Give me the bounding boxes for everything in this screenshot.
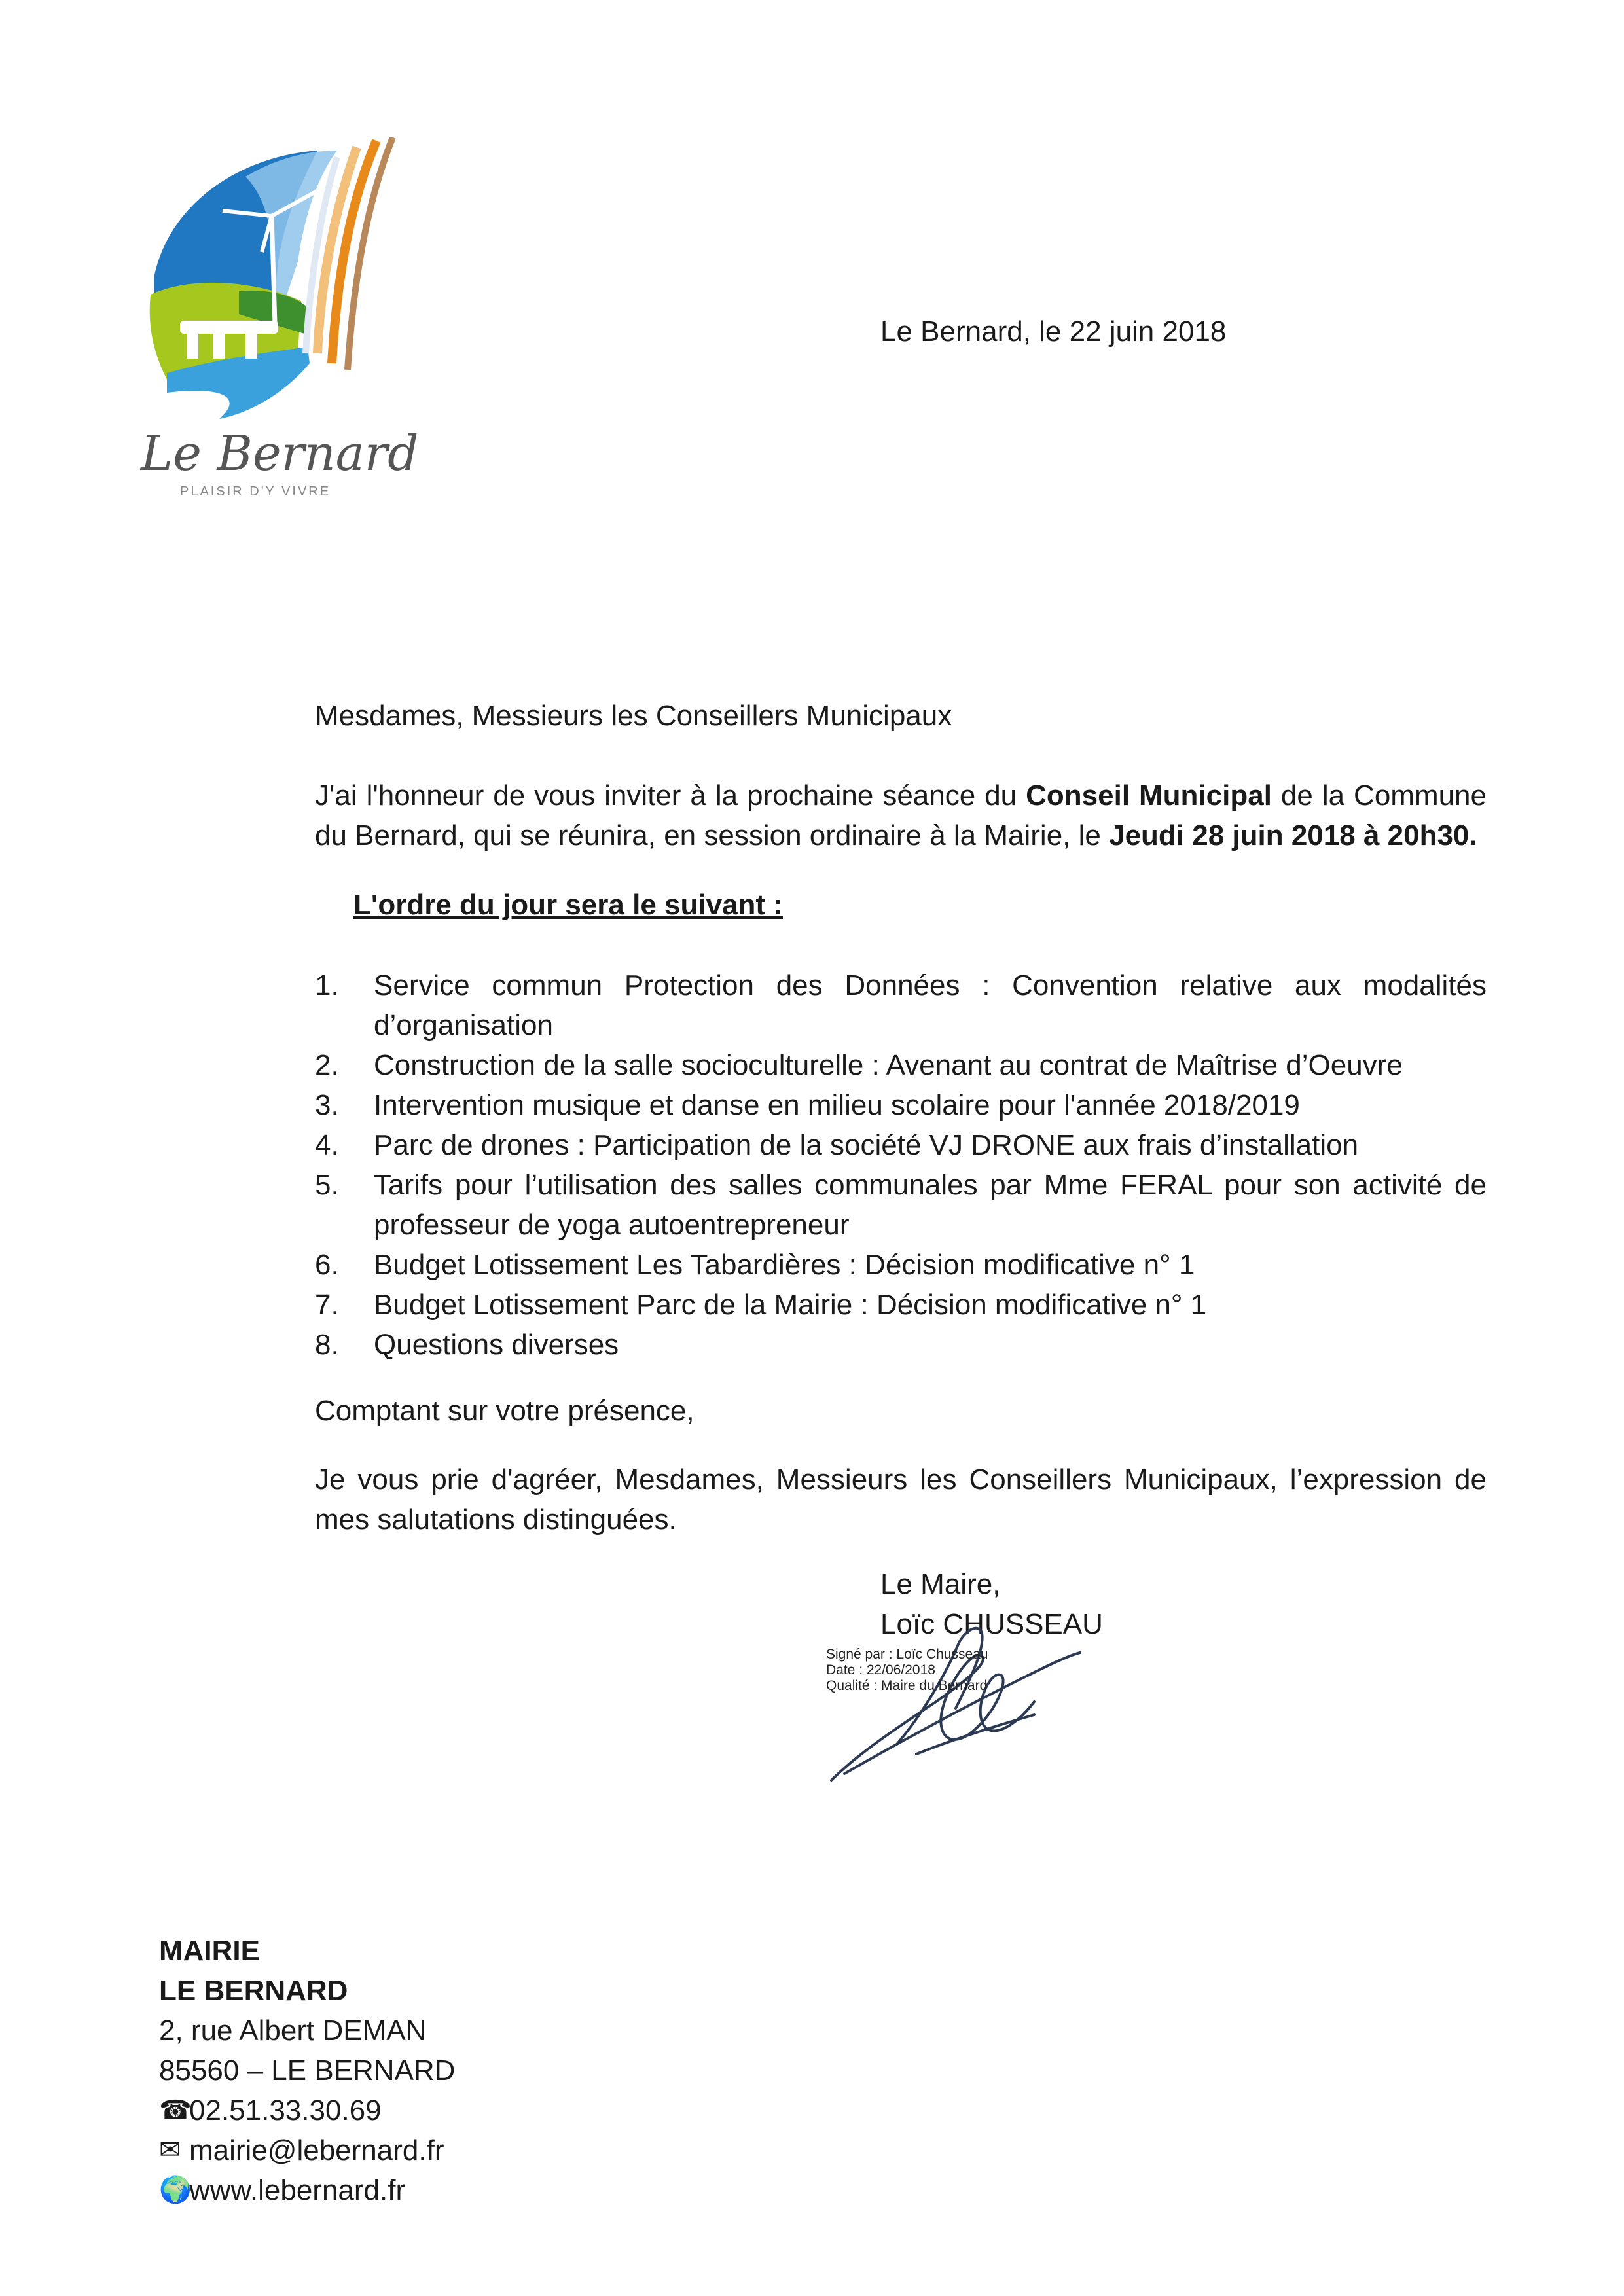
- agenda-item-text: Questions diverses: [374, 1329, 619, 1361]
- agenda-item-number: 1.: [315, 969, 339, 1001]
- agenda-item: [315, 1085, 1487, 1125]
- electronic-signature-info: [826, 1647, 988, 1694]
- envelope-icon: ✉: [159, 2136, 181, 2164]
- intro-text-2: de la Commune du Bernard, qui se réunira, en session ordinaire à la Mairie, le: [315, 780, 1487, 852]
- handwritten-signature: [818, 1604, 1093, 1793]
- agenda-item-number: 3.: [315, 1089, 339, 1121]
- agenda-item: [315, 1325, 1487, 1365]
- agenda-item-number: 7.: [315, 1289, 339, 1321]
- signer-title: Le Maire,: [880, 1568, 1001, 1600]
- agenda-title: L'ordre du jour sera le suivant :: [353, 889, 783, 921]
- intro-paragraph: [315, 776, 1487, 855]
- esign-date: Date : 22/06/2018: [826, 1662, 935, 1677]
- agenda-item-number: 2.: [315, 1049, 339, 1081]
- agenda-item-number: 8.: [315, 1329, 339, 1361]
- agenda-item-text: Tarifs pour l’utilisation des salles communales par Mme FERAL pour son activité de professeur de yoga autoentrepreneur: [374, 1169, 1487, 1241]
- agenda-item-text: Budget Lotissement Les Tabardières : Décision modificative n° 1: [374, 1249, 1195, 1281]
- agenda-item: [315, 1285, 1487, 1325]
- footer-email-row: [159, 2130, 455, 2170]
- intro-bold-council: Conseil Municipal: [1026, 780, 1272, 812]
- intro-text-1: J'ai l'honneur de vous inviter à la prochaine séance du: [315, 780, 1026, 812]
- agenda-item-text: Parc de drones : Participation de la société VJ DRONE aux frais d’installation: [374, 1129, 1359, 1161]
- footer-address: 2, rue Albert DEMAN: [159, 2015, 427, 2047]
- closing-presence: Comptant sur votre présence,: [315, 1395, 695, 1427]
- phone-icon: ☎: [159, 2096, 192, 2125]
- signer-name: Loïc CHUSSEAU: [880, 1608, 1103, 1640]
- agenda-item-text: Intervention musique et danse en milieu scolaire pour l'année 2018/2019: [374, 1089, 1300, 1121]
- footer-email[interactable]: mairie@lebernard.fr: [189, 2134, 444, 2166]
- footer-contact: [159, 1931, 455, 2210]
- agenda-item: [315, 1165, 1487, 1245]
- agenda-item: [315, 1125, 1487, 1165]
- footer-mairie: MAIRIE: [159, 1935, 260, 1967]
- footer-phone: 02.51.33.30.69: [189, 2094, 382, 2126]
- salutation: Mesdames, Messieurs les Conseillers Municipaux: [315, 700, 952, 732]
- agenda-item-text: Service commun Protection des Données : Convention relative aux modalités d’organisation: [374, 969, 1487, 1041]
- esign-signed-by: Signé par : Loïc Chusseau: [826, 1647, 988, 1662]
- closing-salutations: Je vous prie d'agréer, Mesdames, Messieurs les Conseillers Municipaux, l’expression de mes salutations distinguées.: [315, 1463, 1487, 1535]
- agenda-list: [315, 965, 1487, 1365]
- footer-commune: LE BERNARD: [159, 1975, 348, 2007]
- footer-city: 85560 – LE BERNARD: [159, 2054, 456, 2087]
- footer-web-row: [159, 2170, 455, 2210]
- footer-phone-row: [159, 2090, 455, 2130]
- agenda-item-text: Construction de la salle socioculturelle : Avenant au contrat de Maîtrise d’Oeuvre: [374, 1049, 1403, 1081]
- agenda-item: [315, 1045, 1487, 1085]
- agenda-item: [315, 1245, 1487, 1285]
- esign-quality: Qualité : Maire du Bernard: [826, 1678, 988, 1693]
- globe-icon: 🌍: [159, 2176, 192, 2204]
- agenda-item-number: 4.: [315, 1129, 339, 1161]
- agenda-item-number: 6.: [315, 1249, 339, 1281]
- logo-name: Le Bernard: [141, 425, 419, 482]
- commune-logo: [141, 137, 455, 504]
- logo-tagline: PLAISIR D'Y VIVRE: [180, 484, 331, 499]
- agenda-item-text: Budget Lotissement Parc de la Mairie : Décision modificative n° 1: [374, 1289, 1207, 1321]
- date-line: Le Bernard, le 22 juin 2018: [880, 315, 1227, 348]
- agenda-item: [315, 965, 1487, 1045]
- intro-bold-date: Jeudi 28 juin 2018 à 20h30.: [1109, 819, 1477, 852]
- footer-web[interactable]: www.lebernard.fr: [189, 2174, 406, 2206]
- agenda-item-number: 5.: [315, 1169, 339, 1201]
